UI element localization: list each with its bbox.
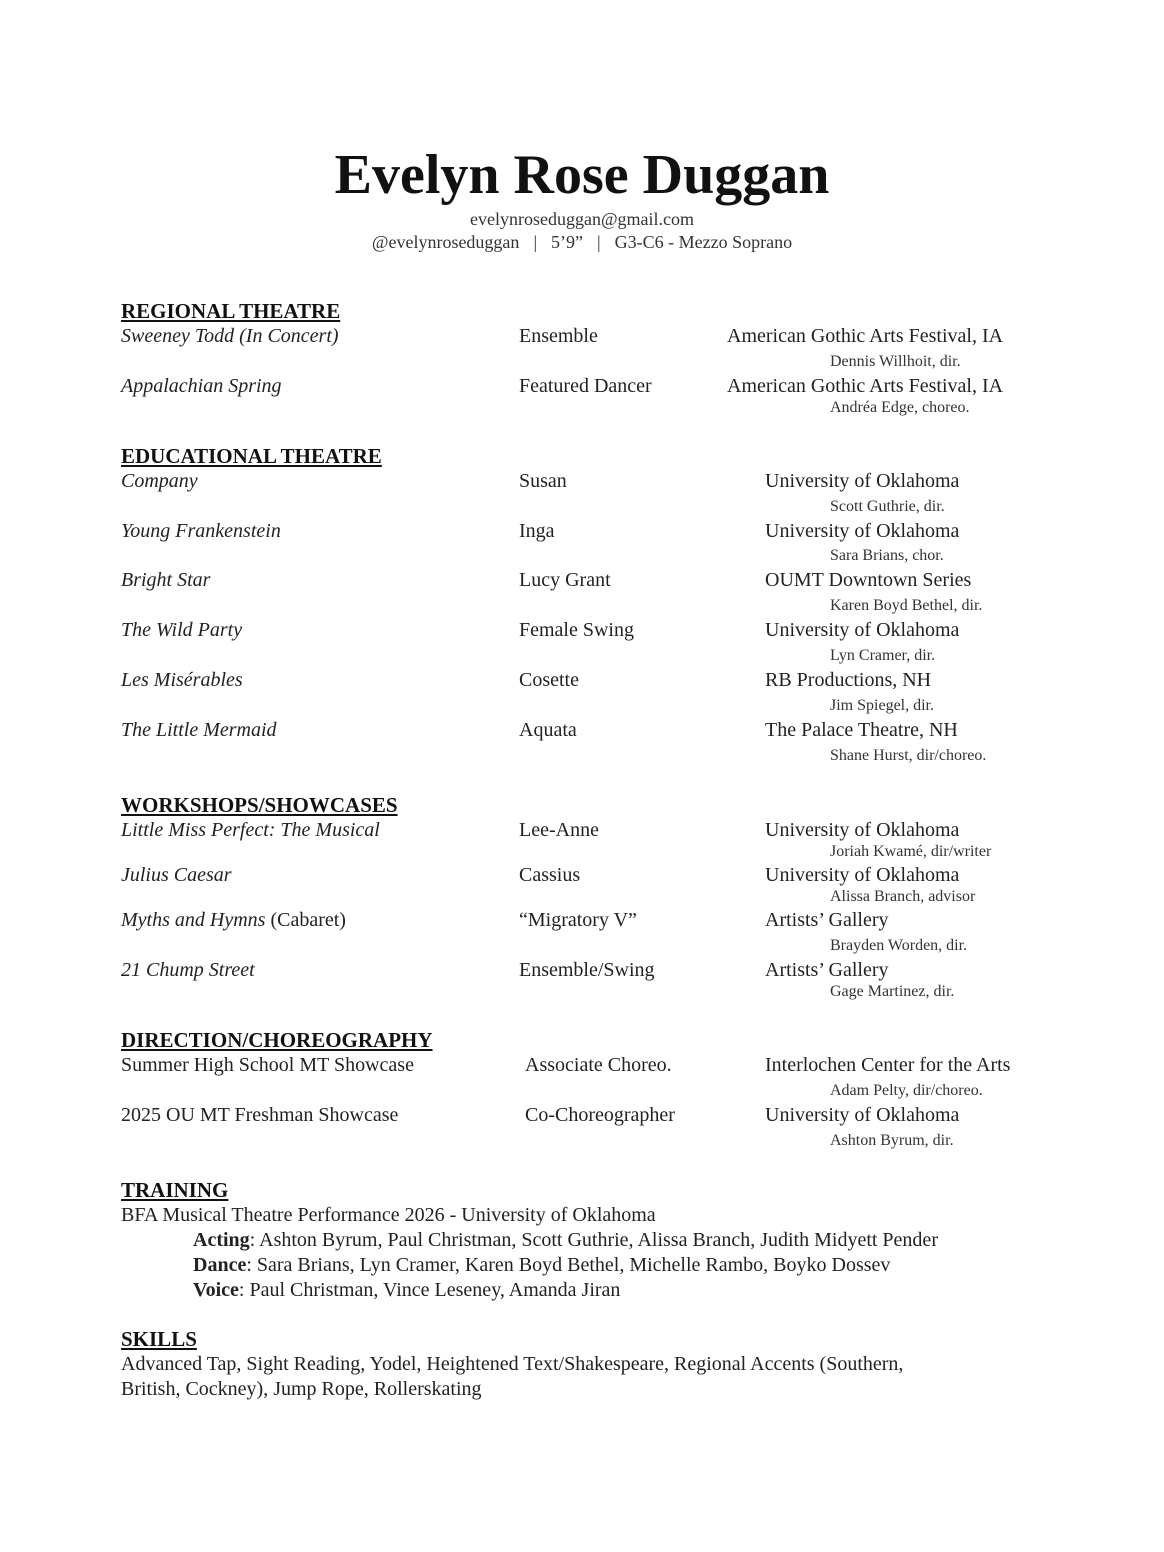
credit-role: Lee-Anne <box>519 819 599 841</box>
training-dance <box>193 1252 890 1278</box>
training-degree: BFA Musical Theatre Performance 2026 - University of Oklahoma <box>121 1204 656 1226</box>
credit-venue: Interlochen Center for the Arts <box>765 1054 1011 1076</box>
credit-title: Bright Star <box>121 569 211 591</box>
credit-venue: RB Productions, NH <box>765 669 932 691</box>
credit-director: Andréa Edge, choreo. <box>830 399 970 416</box>
credit-director: Dennis Willhoit, dir. <box>830 353 961 370</box>
credit-venue: University of Oklahoma <box>765 819 960 841</box>
training-label: Acting <box>193 1229 250 1251</box>
credit-role: Ensemble/Swing <box>519 959 655 981</box>
credit-title: Young Frankenstein <box>121 520 281 542</box>
skills-text: Advanced Tap, Sight Reading, Yodel, Heightened Text/Shakespeare, Regional Accents (Southern, <box>121 1353 904 1375</box>
credit-title-text: Myths and Hymns <box>121 909 266 931</box>
credit-role: Lucy Grant <box>519 569 611 591</box>
resume-name: Evelyn Rose Duggan <box>334 144 830 206</box>
email: evelynroseduggan@gmail.com <box>469 209 694 229</box>
credit-venue: Artists’ Gallery <box>765 959 889 981</box>
credit-venue: University of Oklahoma <box>765 619 960 641</box>
credit-director: Scott Guthrie, dir. <box>830 498 945 515</box>
social-handle: @evelynroseduggan <box>371 232 520 252</box>
section-heading-training: TRAINING <box>121 1178 229 1202</box>
credit-director: Gage Martinez, dir. <box>830 983 955 1000</box>
credit-director: Brayden Worden, dir. <box>830 937 968 954</box>
credit-director: Ashton Byrum, dir. <box>830 1132 954 1149</box>
credit-title: Julius Caesar <box>121 864 232 886</box>
credit-role: Female Swing <box>519 619 634 641</box>
separator: | <box>597 232 601 252</box>
skills-text: British, Cockney), Jump Rope, Rollerskating <box>121 1378 482 1400</box>
credit-role: Cassius <box>519 864 581 886</box>
training-label: Voice <box>193 1279 239 1301</box>
credit-venue: American Gothic Arts Festival, IA <box>727 325 1004 347</box>
section-heading-educational: EDUCATIONAL THEATRE <box>121 444 382 468</box>
section-heading-regional: REGIONAL THEATRE <box>121 299 341 323</box>
credit-venue: Artists’ Gallery <box>765 909 889 931</box>
training-teachers: : Ashton Byrum, Paul Christman, Scott Guthrie, Alissa Branch, Judith Midyett Pender <box>249 1229 938 1251</box>
credit-director: Joriah Kwamé, dir/writer <box>830 843 992 860</box>
section-heading-skills: SKILLS <box>121 1327 197 1351</box>
credit-venue: University of Oklahoma <box>765 864 960 886</box>
credit-role: Ensemble <box>519 325 598 347</box>
credit-venue: University of Oklahoma <box>765 520 960 542</box>
credit-role: Associate Choreo. <box>525 1054 672 1076</box>
credit-director: Adam Pelty, dir/choreo. <box>830 1082 983 1099</box>
credit-director: Shane Hurst, dir/choreo. <box>830 747 987 764</box>
credit-title: 2025 OU MT Freshman Showcase <box>121 1104 399 1126</box>
separator: | <box>533 232 538 252</box>
training-label: Dance <box>193 1254 247 1276</box>
credit-role: Featured Dancer <box>519 375 652 397</box>
credit-title <box>121 907 346 933</box>
section-heading-direction: DIRECTION/CHOREOGRAPHY <box>121 1028 433 1052</box>
credit-director: Sara Brians, chor. <box>830 547 944 564</box>
credit-venue: The Palace Theatre, NH <box>765 719 958 741</box>
credit-title: Company <box>121 470 198 492</box>
credit-role: Aquata <box>519 719 577 741</box>
credit-title: Appalachian Spring <box>121 375 282 397</box>
training-teachers: : Paul Christman, Vince Leseney, Amanda Jiran <box>238 1279 621 1301</box>
credit-title: The Wild Party <box>121 619 243 641</box>
credit-title: The Little Mermaid <box>121 719 277 741</box>
training-acting <box>193 1227 938 1253</box>
credit-title-suffix: (Cabaret) <box>270 909 346 931</box>
credit-role: Cosette <box>519 669 579 691</box>
vocal-range: G3-C6 - Mezzo Soprano <box>614 232 793 252</box>
credit-role: Susan <box>519 470 567 492</box>
credit-director: Karen Boyd Bethel, dir. <box>830 597 983 614</box>
credit-director: Jim Spiegel, dir. <box>830 697 934 714</box>
credit-venue: OUMT Downtown Series <box>765 569 972 591</box>
section-heading-workshops: WORKSHOPS/SHOWCASES <box>121 793 398 817</box>
height: 5’9” <box>551 232 584 252</box>
training-voice <box>193 1277 620 1303</box>
credit-role: Co-Choreographer <box>525 1104 675 1126</box>
training-teachers: : Sara Brians, Lyn Cramer, Karen Boyd Bethel, Michelle Rambo, Boyko Dossev <box>246 1254 891 1276</box>
credit-title: Sweeney Todd (In Concert) <box>121 325 339 347</box>
credit-venue: University of Oklahoma <box>765 1104 960 1126</box>
contact-details <box>0 231 1164 253</box>
credit-title: 21 Chump Street <box>121 959 255 981</box>
credit-venue: American Gothic Arts Festival, IA <box>727 375 1004 397</box>
credit-title: Summer High School MT Showcase <box>121 1054 414 1076</box>
credit-title: Les Misérables <box>121 669 243 691</box>
credit-venue: University of Oklahoma <box>765 470 960 492</box>
credit-director: Alissa Branch, advisor <box>830 888 976 905</box>
credit-role: Inga <box>519 520 555 542</box>
credit-director: Lyn Cramer, dir. <box>830 647 936 664</box>
credit-title: Little Miss Perfect: The Musical <box>121 819 380 841</box>
credit-role: “Migratory V” <box>519 909 637 931</box>
